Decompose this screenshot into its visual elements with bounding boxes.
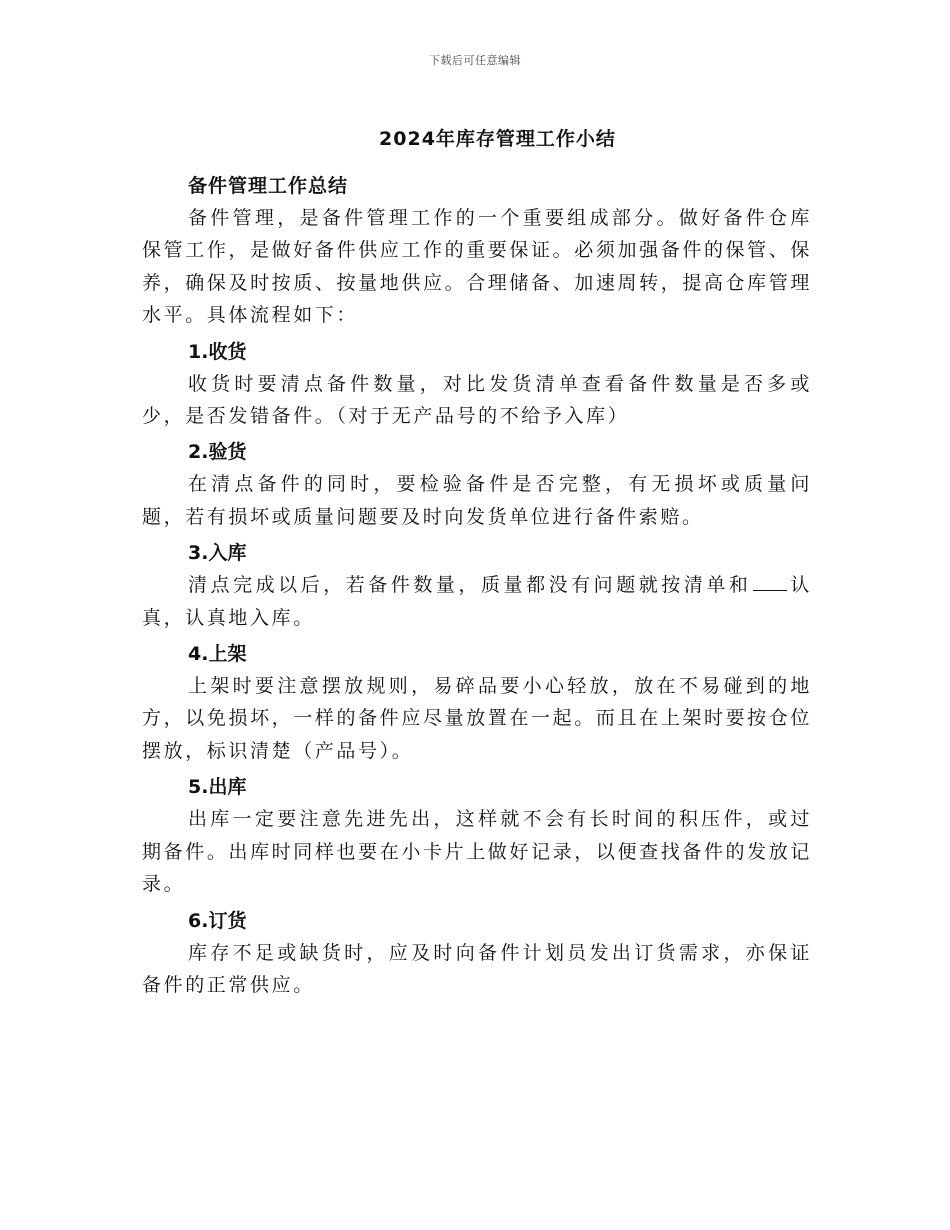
item-heading-shelving: 4.上架 — [188, 643, 247, 666]
item-text-warehousing-part1: 清点完成以后，若备件数量，质量都没有问题就按清单和 — [188, 574, 752, 597]
item-text-shelving: 上架时要注意摆放规则，易碎品要小心轻放，放在不易碰到的地方，以免损坏，一样的备件应尽量放置在一起。而且在上架时要按仓位摆放，标识清楚（产品号）。 — [142, 675, 812, 762]
item-heading-outbound: 5.出库 — [188, 776, 247, 799]
page-title: 2024年库存管理工作小结 — [379, 128, 616, 150]
item-text-outbound: 出库一定要注意先进先出，这样就不会有长时间的积压件，或过期备件。出库时同样也要在小卡片上做好记录，以便查找备件的发放记录。 — [142, 808, 812, 896]
item-text-inspection: 在清点备件的同时，要检验备件是否完整，有无损坏或质量问题，若有损坏或质量问题要及时向发货单位进行备件索赔。 — [142, 473, 812, 528]
page-header-note: 下载后可任意编辑 — [429, 54, 521, 67]
document-body — [142, 170, 812, 1005]
item-text-receiving: 收货时要清点备件数量，对比发货清单查看备件数量是否多或少，是否发错备件。（对于无产品号的不给予入库） — [142, 372, 812, 428]
item-text-warehousing-part2: 认真，认真地入库。 — [142, 574, 812, 629]
intro-paragraph: 备件管理，是备件管理工作的一个重要组成部分。做好备件仓库保管工作，是做好备件供应工作的重要保证。必须加强备件的保管、保养，确保及时按质、按量地供应。合理储备、加速周转，提高仓库管理水平。具体流程如下： — [142, 207, 812, 327]
section-heading: 备件管理工作总结 — [188, 175, 349, 197]
item-heading-ordering: 6.订货 — [188, 909, 247, 932]
item-heading-inspection: 2.验货 — [188, 441, 247, 464]
item-text-ordering: 库存不足或缺货时，应及时向备件计划员发出订货需求，亦保证备件的正常供应。 — [142, 941, 812, 996]
fill-in-blank — [753, 574, 787, 591]
item-text-warehousing — [142, 569, 812, 634]
item-heading-receiving: 1.收货 — [188, 340, 247, 363]
item-heading-warehousing: 3.入库 — [188, 542, 247, 565]
